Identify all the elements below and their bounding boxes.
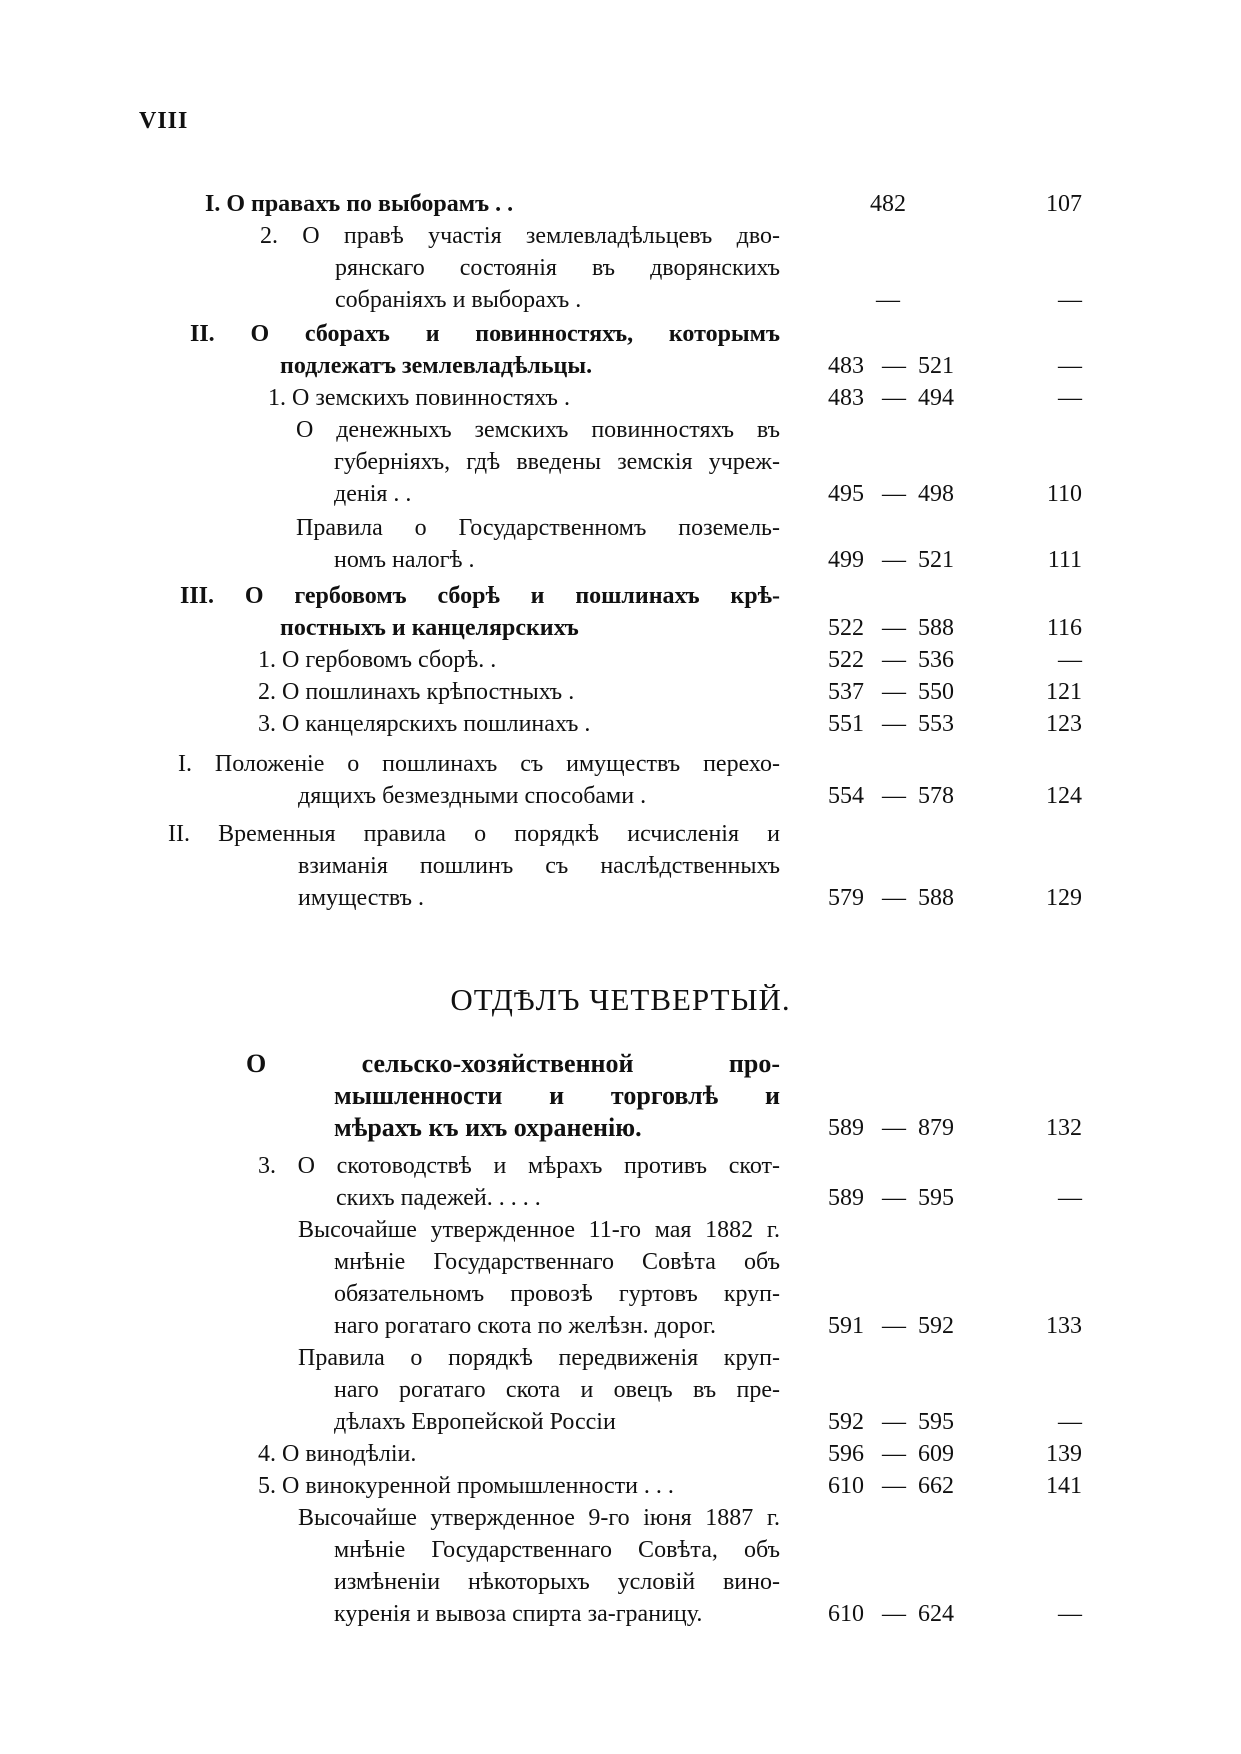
range-dash: — [882, 1409, 906, 1435]
toc-entry-title [205, 188, 615, 220]
range-dash: — [882, 647, 906, 673]
range-dash: — [882, 481, 906, 507]
page-ref: 124 [1046, 783, 1082, 809]
range-dash: — [882, 1185, 906, 1211]
toc-line: мнѣніе Государственнаго Совѣта, объ [334, 1537, 780, 1563]
range-dash: — [882, 1115, 906, 1141]
page-ref: — [1058, 1409, 1082, 1435]
range-start: 482 [870, 191, 906, 217]
range-start: 592 [828, 1409, 864, 1435]
toc-line: взиманія пошлинъ съ наслѣдственныхъ [298, 853, 780, 879]
toc-line: скихъ падежей. . . . . [336, 1185, 541, 1211]
toc-entry-title [296, 512, 780, 576]
page-ref: 133 [1046, 1313, 1082, 1339]
toc-line: Правила о порядкѣ передвиженія круп- [298, 1345, 780, 1371]
toc-entry-title [258, 1470, 780, 1502]
range-end: 521 [918, 547, 954, 573]
page-ref: — [1058, 353, 1082, 379]
toc-line: собраніяхъ и выборахъ . [335, 287, 582, 313]
range-end: 578 [918, 783, 954, 809]
toc-line: мѣрахъ къ ихъ охраненію. [334, 1113, 642, 1142]
page-ref: — [1058, 647, 1082, 673]
range-dash: — [882, 885, 906, 911]
range-start: 589 [828, 1185, 864, 1211]
toc-line: I. Положеніе о пошлинахъ съ имуществъ перехо- [178, 751, 780, 777]
toc-line: наго рогатаго скота и овецъ въ пре- [334, 1377, 780, 1403]
toc-entry-title [298, 1342, 780, 1438]
range-start: 522 [828, 647, 864, 673]
toc-line: обязательномъ провозѣ гуртовъ круп- [334, 1281, 780, 1307]
toc-entry-title [190, 318, 780, 382]
toc-line: рянскаго состоянія въ дворянскихъ [335, 255, 780, 281]
range-start: 495 [828, 481, 864, 507]
toc-line: 1. О гербовомъ сборѣ. . [258, 647, 497, 673]
range-dash: — [882, 711, 906, 737]
range-end: 609 [918, 1441, 954, 1467]
range-start: 522 [828, 615, 864, 641]
range-end: 521 [918, 353, 954, 379]
page-ref: — [1058, 1601, 1082, 1627]
page-ref: 121 [1046, 679, 1082, 705]
range-end: 662 [918, 1473, 954, 1499]
toc-entry-title [258, 708, 780, 740]
range-dash: — [882, 385, 906, 411]
section-title: ОТДѢЛЪ ЧЕТВЕРТЫЙ. [450, 982, 791, 1017]
range-end: 588 [918, 885, 954, 911]
range-start: 579 [828, 885, 864, 911]
page-ref: 123 [1046, 711, 1082, 737]
page-ref: 139 [1046, 1441, 1082, 1467]
toc-line: II. О сборахъ и повинностяхъ, которымъ [190, 321, 780, 347]
range-end: 498 [918, 481, 954, 507]
range-start: 610 [828, 1473, 864, 1499]
page-ref: 141 [1046, 1473, 1082, 1499]
toc-line: Высочайше утвержденное 9-го іюня 1887 г. [298, 1505, 780, 1531]
toc-entry-title [260, 220, 780, 316]
toc-line: 4. О винодѣліи. [258, 1441, 417, 1467]
range-start: 589 [828, 1115, 864, 1141]
toc-line: О денежныхъ земскихъ повинностяхъ въ [296, 417, 780, 443]
toc-line: губерніяхъ, гдѣ введены земскія учреж- [334, 449, 780, 475]
range-dash: — [882, 1313, 906, 1339]
range-dash: — [882, 679, 906, 705]
toc-line: 1. О земскихъ повинностяхъ . [268, 385, 570, 411]
range-start: 483 [828, 385, 864, 411]
toc-line: 3. О канцелярскихъ пошлинахъ . [258, 711, 591, 737]
toc-line: 2. О пошлинахъ крѣпостныхъ . [258, 679, 575, 705]
toc-line: 3. О скотоводствѣ и мѣрахъ противъ скот- [258, 1153, 780, 1179]
range-start: — [876, 287, 900, 313]
toc-line: III. О гербовомъ сборѣ и пошлинахъ крѣ- [180, 583, 780, 609]
page-number: VIII [139, 108, 189, 134]
range-start: 610 [828, 1601, 864, 1627]
toc-entry-title [258, 1150, 780, 1214]
toc-line: куренія и вывоза спирта за-границу. [334, 1601, 703, 1627]
toc-line: 5. О винокуренной промышленности . . . [258, 1473, 674, 1499]
range-end: 879 [918, 1115, 954, 1141]
toc-entry-title [268, 382, 780, 414]
range-dash: — [882, 615, 906, 641]
range-start: 499 [828, 547, 864, 573]
toc-line: дѣлахъ Европейской Россіи [334, 1409, 616, 1435]
toc-line: наго рогатаго скота по желѣзн. дорог. [334, 1313, 716, 1339]
range-end: 595 [918, 1409, 954, 1435]
toc-line: 2. О правѣ участія землевладѣльцевъ дво- [260, 223, 780, 249]
range-dash: — [882, 353, 906, 379]
toc-entry-title [258, 644, 780, 676]
range-end: 550 [918, 679, 954, 705]
range-end: 536 [918, 647, 954, 673]
toc-line: денія . . [334, 481, 412, 507]
toc-line: постныхъ и канцелярскихъ [280, 615, 579, 641]
toc-entry-title [258, 676, 780, 708]
range-end: 595 [918, 1185, 954, 1211]
toc-entry-title [258, 1438, 780, 1470]
page-ref: — [1058, 1185, 1082, 1211]
range-end: 592 [918, 1313, 954, 1339]
toc-line: подлежатъ землевладѣльцы. [280, 353, 593, 379]
toc-entry-title [168, 818, 780, 914]
page-ref: 110 [1046, 481, 1082, 507]
toc-line: мнѣніе Государственнаго Совѣта объ [334, 1249, 780, 1275]
toc-entry-title [298, 1214, 780, 1342]
range-start: 554 [828, 783, 864, 809]
toc-entry-title [296, 414, 780, 510]
page-ref: 116 [1046, 615, 1082, 641]
range-end: 588 [918, 615, 954, 641]
range-start: 596 [828, 1441, 864, 1467]
toc-line: I. О правахъ по выборамъ . . [205, 191, 514, 217]
page-ref: 107 [1046, 191, 1082, 217]
range-dash: — [882, 1441, 906, 1467]
range-dash: — [882, 783, 906, 809]
range-dash: — [882, 1473, 906, 1499]
toc-line: номъ налогѣ . [334, 547, 475, 573]
page-ref: 129 [1046, 885, 1082, 911]
toc-line: Правила о Государственномъ поземель- [296, 515, 780, 541]
toc-entry-title [180, 580, 780, 644]
toc-entry-title [246, 1048, 780, 1144]
range-start: 537 [828, 679, 864, 705]
toc-line: О сельско-хозяйственной про- [246, 1049, 780, 1078]
toc-entry-title [298, 1502, 780, 1630]
toc-line: II. Временныя правила о порядкѣ исчисленія и [168, 821, 780, 847]
page-ref: — [1058, 287, 1082, 313]
toc-line: имуществъ . [298, 885, 425, 911]
toc-line: измѣненіи нѣкоторыхъ условій вино- [334, 1569, 780, 1595]
toc-line: Высочайше утвержденное 11-го мая 1882 г. [298, 1217, 780, 1243]
range-end: 494 [918, 385, 954, 411]
toc-line: дящихъ безмездными способами . [298, 783, 647, 809]
range-start: 591 [828, 1313, 864, 1339]
range-dash: — [882, 547, 906, 573]
range-start: 551 [828, 711, 864, 737]
range-dash: — [882, 1601, 906, 1627]
page-ref: 111 [1047, 547, 1082, 573]
range-end: 553 [918, 711, 954, 737]
range-start: 483 [828, 353, 864, 379]
page-ref: — [1058, 385, 1082, 411]
page-ref: 132 [1046, 1115, 1082, 1141]
toc-line: мышленности и торговлѣ и [334, 1081, 780, 1110]
range-end: 624 [918, 1601, 954, 1627]
toc-entry-title [178, 748, 780, 812]
